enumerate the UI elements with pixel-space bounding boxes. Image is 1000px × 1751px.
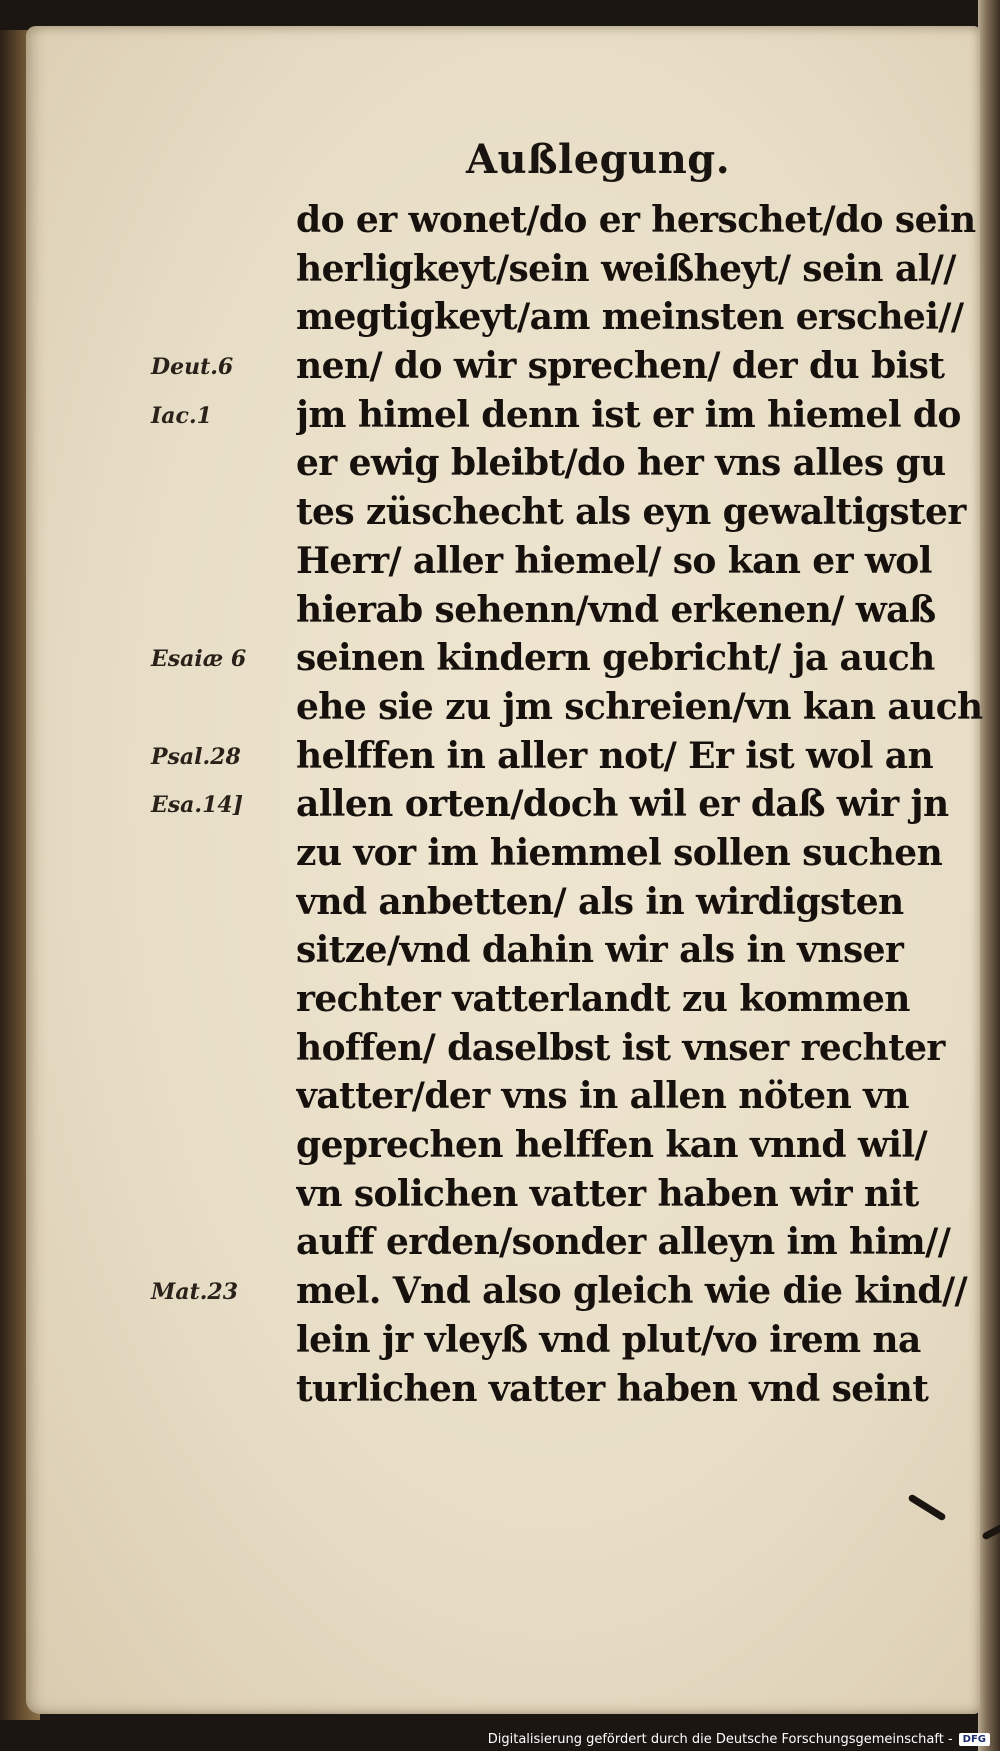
text-line: rechter vatterlandt zu kommen — [296, 978, 910, 1020]
running-head: Außlegung. — [466, 136, 731, 183]
text-line: megtigkeyt/am meinsten erschei// — [296, 296, 964, 339]
text-line: hoffen/ daselbst ist vnser rechter — [296, 1026, 945, 1069]
text-line: tes züschecht als eyn gewaltigster — [296, 491, 966, 534]
text-line: ehe sie zu jm schreien/vn kan auch — [296, 685, 983, 728]
text-line: jm himel denn ist er im hiemel do — [296, 393, 961, 436]
text-line: auff erden/sonder alleyn im him// — [296, 1221, 951, 1264]
text-line: vn solichen vatter haben wir nit — [296, 1172, 919, 1215]
text-line: nen/ do wir sprechen/ der du bist — [296, 345, 945, 388]
text-line: geprechen helffen kan vnnd wil/ — [296, 1124, 927, 1167]
text-line: er ewig bleibt/do her vns alles gu — [296, 442, 946, 485]
text-line: zu vor im hiemmel sollen suchen — [296, 831, 943, 874]
text-line: mel. Vnd also gleich wie die kind// — [296, 1270, 968, 1313]
text-line: sitze/vnd dahin wir als in vnser — [296, 929, 904, 972]
margin-note: Iac.1 — [151, 402, 212, 429]
text-line: hierab sehenn/vnd erkenen/ waß — [296, 588, 936, 631]
text-line: allen orten/doch wil er daß wir jn — [296, 783, 949, 826]
digitization-credit — [488, 1732, 990, 1747]
margin-note: Esa.14] — [151, 792, 244, 819]
text-line: helffen in aller not/ Er ist wol an — [296, 734, 934, 777]
text-line: Herr/ aller hiemel/ so kan er wol — [296, 539, 932, 582]
margin-note: Mat.23 — [151, 1279, 239, 1306]
text-line: do er wonet/do er herschet/do sein — [296, 199, 976, 241]
credit-text: Digitalisierung gefördert durch die Deutsche Forschungsgemeinschaft - — [487, 1732, 953, 1747]
text-line: seinen kindern gebricht/ ja auch — [296, 637, 935, 680]
margin-note: Psal.28 — [151, 743, 241, 770]
book-page — [26, 26, 983, 1714]
margin-note: Deut.6 — [151, 354, 234, 381]
text-line: vatter/der vns in allen nöten vn — [296, 1075, 909, 1118]
text-line: herligkeyt/sein weißheyt/ sein al// — [296, 247, 956, 290]
dfg-logo: DFG — [959, 1733, 990, 1746]
ink-mark — [907, 1493, 946, 1521]
text-block — [296, 196, 986, 1413]
margin-note: Esaiæ 6 — [151, 646, 247, 673]
text-line: lein jr vleyß vnd plut/vo irem na — [296, 1318, 921, 1361]
text-line: vnd anbetten/ als in wirdigsten — [296, 880, 904, 923]
text-line: turlichen vatter haben vnd seint — [296, 1367, 929, 1410]
